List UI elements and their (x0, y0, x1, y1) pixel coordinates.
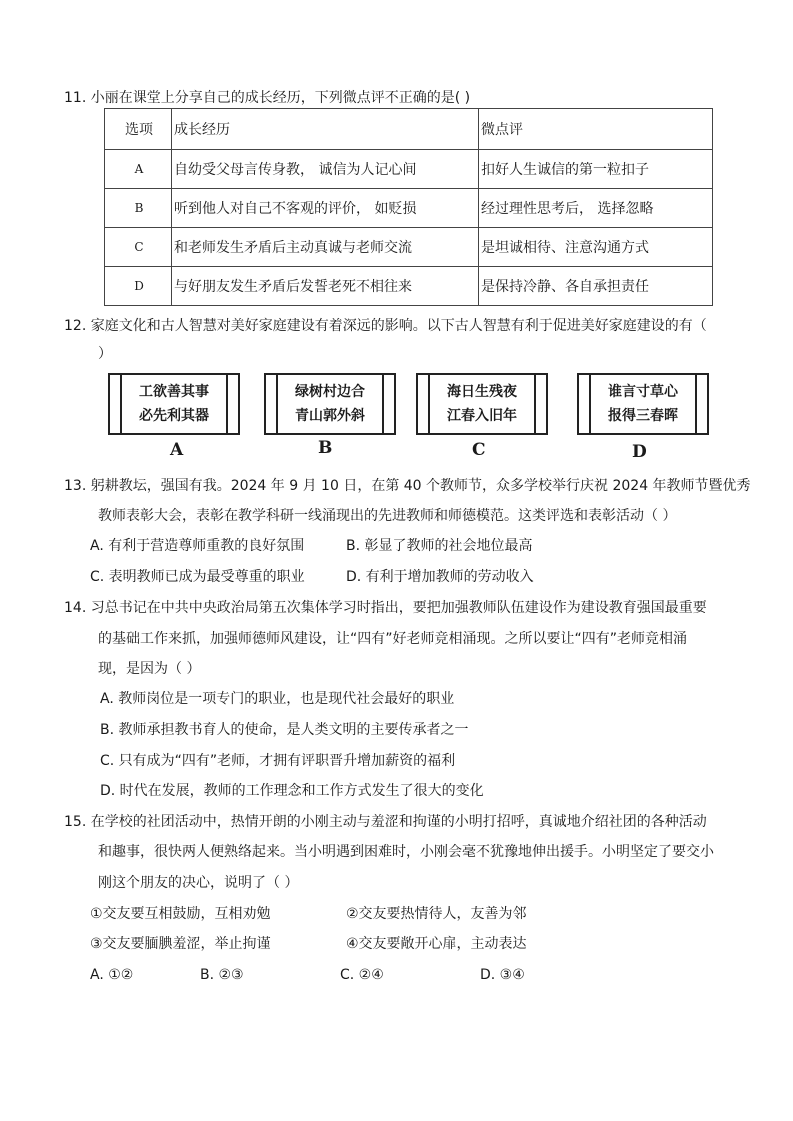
q15-stem-line1: 15. 在学校的社团活动中，热情开朗的小刚主动与羞涩和拘谨的小明打招呼，真诚地介绍社团的各种活动 (64, 814, 707, 830)
poem-line: 工欲善其事 (139, 384, 209, 400)
card-letter: A (170, 440, 184, 460)
table-row (105, 150, 713, 189)
table-row (105, 228, 713, 267)
q15-option-c: C. ②④ (340, 967, 384, 983)
q13-stem-line2: 教师表彰大会，表彰在教学科研一线涌现出的先进教师和师德模范。这类评选和表彰活动（ ） (98, 508, 677, 524)
row-experience: 和老师发生矛盾后主动真诚与老师交流 (172, 228, 479, 267)
row-option: D (105, 267, 172, 306)
q15-statement-3: ③交友要腼腆羞涩，举止拘谨 (90, 936, 271, 952)
table-header-row (105, 109, 713, 150)
q15-statement-1: ①交友要互相鼓励，互相劝勉 (90, 906, 271, 922)
poem-line: 必先利其器 (139, 408, 209, 424)
q11-stem: 11. 小丽在课堂上分享自己的成长经历，下列微点评不正确的是( ) (64, 90, 471, 106)
poem-line: 青山郭外斜 (295, 408, 365, 424)
table-row (105, 189, 713, 228)
q14-option-c: C. 只有成为“四有”老师，才拥有评职晋升增加薪资的福利 (100, 753, 456, 769)
header-experience: 成长经历 (172, 109, 479, 150)
q14-option-a: A. 教师岗位是一项专门的职业，也是现代社会最好的职业 (100, 691, 455, 707)
q13-option-d: D. 有利于增加教师的劳动收入 (346, 569, 534, 585)
q14-option-d: D. 时代在发展，教师的工作理念和工作方式发生了很大的变化 (100, 783, 484, 799)
card-letter: D (632, 442, 647, 462)
poem-card-a (108, 373, 240, 435)
q15-option-b: B. ②③ (200, 967, 244, 983)
row-comment: 是保持冷静、各自承担责任 (479, 267, 713, 306)
q13-option-c: C. 表明教师已成为最受尊重的职业 (90, 569, 305, 585)
q14-stem-line3: 现，是因为（ ） (98, 661, 201, 677)
q12-stem-line2: ） (98, 346, 112, 362)
q13-option-b: B. 彰显了教师的社会地位最高 (346, 538, 533, 554)
row-option: B (105, 189, 172, 228)
q15-option-d: D. ③④ (480, 967, 525, 983)
row-experience: 自幼受父母言传身教， 诚信为人记心间 (172, 150, 479, 189)
row-experience: 听到他人对自己不客观的评价， 如贬损 (172, 189, 479, 228)
poem-card-b (264, 373, 396, 435)
q12-stem-line1: 12. 家庭文化和古人智慧对美好家庭建设有着深远的影响。以下古人智慧有利于促进美好家庭建设的有（ (64, 318, 707, 334)
q11-table (104, 108, 713, 306)
card-letter: C (472, 440, 486, 460)
poem-line: 绿树村边合 (295, 384, 365, 400)
card-letter: B (318, 438, 333, 458)
poem-line: 报得三春晖 (608, 408, 678, 424)
q14-stem-line2: 的基础工作来抓，加强师德师风建设，让“四有”好老师竞相涌现。之所以要让“四有”老师竞相涌 (98, 631, 688, 647)
row-option: C (105, 228, 172, 267)
poem-line: 江春入旧年 (447, 408, 517, 424)
row-option: A (105, 150, 172, 189)
row-experience: 与好朋友发生矛盾后发誓老死不相往来 (172, 267, 479, 306)
poem-line: 海日生残夜 (447, 384, 517, 400)
q15-option-a: A. ①② (90, 967, 134, 983)
q15-stem-line2: 和趣事，很快两人便熟络起来。当小明遇到困难时，小刚会毫不犹豫地伸出援手。小明坚定了要交小 (98, 844, 714, 860)
poem-card-c (416, 373, 548, 435)
q15-statement-2: ②交友要热情待人，友善为邻 (346, 906, 527, 922)
header-option: 选项 (105, 109, 172, 150)
poem-card-d (577, 373, 709, 435)
q14-stem-line1: 14. 习总书记在中共中央政治局第五次集体学习时指出，要把加强教师队伍建设作为建设教育强国最重要 (64, 600, 707, 616)
table-row (105, 267, 713, 306)
q15-statement-4: ④交友要敞开心扉，主动表达 (346, 936, 527, 952)
q13-stem-line1: 13. 躬耕教坛，强国有我。2024 年 9 月 10 日，在第 40 个教师节，众多学校举行庆祝 2024 年教师节暨优秀 (64, 478, 751, 494)
q15-stem-line3: 刚这个朋友的决心，说明了（ ） (98, 875, 299, 891)
row-comment: 扣好人生诚信的第一粒扣子 (479, 150, 713, 189)
q14-option-b: B. 教师承担教书育人的使命，是人类文明的主要传承者之一 (100, 722, 469, 738)
row-comment: 经过理性思考后， 选择忽略 (479, 189, 713, 228)
poem-line: 谁言寸草心 (608, 384, 678, 400)
row-comment: 是坦诚相待、注意沟通方式 (479, 228, 713, 267)
q13-option-a: A. 有利于营造尊师重教的良好氛围 (90, 538, 305, 554)
header-comment: 微点评 (479, 109, 713, 150)
